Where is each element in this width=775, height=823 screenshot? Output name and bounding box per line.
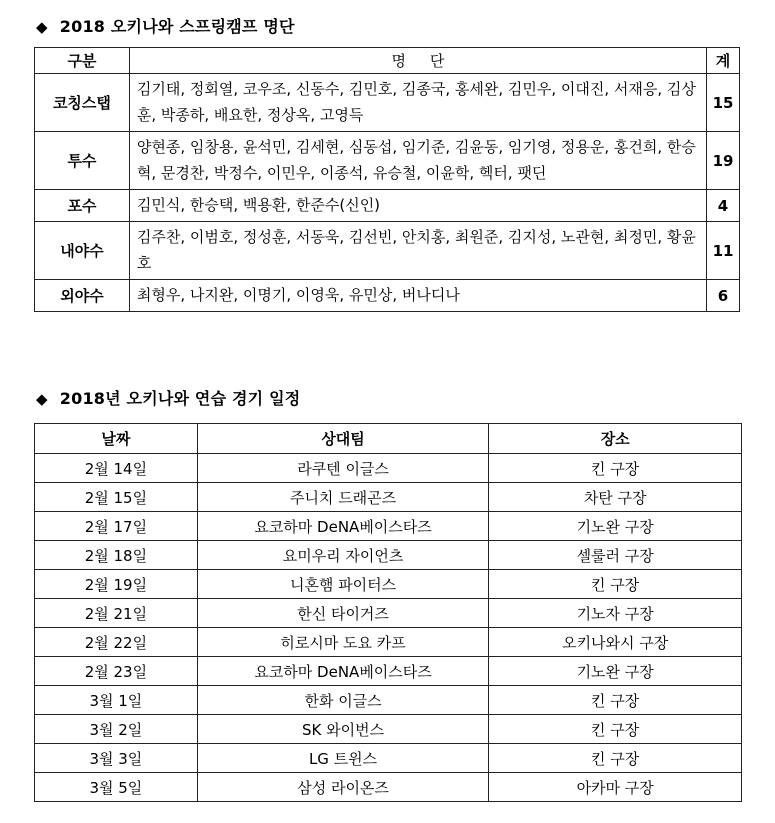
schedule-venue: 킨 구장 [489, 570, 742, 599]
schedule-date: 2월 14일 [35, 454, 198, 483]
roster-names: 양현종, 임창용, 윤석민, 김세현, 심동섭, 임기준, 김윤동, 임기영, 정용운, 홍건희, 한승혁, 문경찬, 박정수, 이민우, 이종석, 유승철, 이윤학, 헥터, 팻딘 [129, 132, 706, 190]
roster-category: 내야수 [35, 222, 130, 280]
schedule-row [35, 744, 742, 773]
roster-row-infielders [35, 222, 740, 280]
schedule-date: 2월 18일 [35, 541, 198, 570]
schedule-opponent: 히로시마 도요 카프 [197, 628, 489, 657]
header-opponent: 상대팀 [197, 424, 489, 454]
schedule-row [35, 715, 742, 744]
schedule-row [35, 599, 742, 628]
schedule-venue: 킨 구장 [489, 715, 742, 744]
roster-category: 포수 [35, 190, 130, 222]
schedule-date: 2월 15일 [35, 483, 198, 512]
diamond-bullet-icon: ◆ [36, 18, 48, 36]
schedule-row [35, 628, 742, 657]
schedule-opponent: 주니치 드래곤즈 [197, 483, 489, 512]
schedule-venue: 킨 구장 [489, 686, 742, 715]
roster-category: 외야수 [35, 280, 130, 312]
schedule-opponent: SK 와이번스 [197, 715, 489, 744]
schedule-venue: 오키나와시 구장 [489, 628, 742, 657]
schedule-opponent: 라쿠텐 이글스 [197, 454, 489, 483]
roster-category: 투수 [35, 132, 130, 190]
schedule-row [35, 454, 742, 483]
schedule-date: 2월 17일 [35, 512, 198, 541]
schedule-table [34, 423, 742, 802]
roster-row-pitchers [35, 132, 740, 190]
schedule-date: 2월 23일 [35, 657, 198, 686]
schedule-opponent: 요미우리 자이언츠 [197, 541, 489, 570]
roster-names: 최형우, 나지완, 이명기, 이영욱, 유민상, 버나디나 [129, 280, 706, 312]
roster-total: 15 [707, 74, 740, 132]
header-date: 날짜 [35, 424, 198, 454]
diamond-bullet-icon: ◆ [36, 390, 48, 408]
schedule-heading [36, 386, 300, 409]
schedule-row [35, 512, 742, 541]
schedule-opponent: LG 트윈스 [197, 744, 489, 773]
roster-row-coaching [35, 74, 740, 132]
schedule-body [35, 454, 742, 802]
schedule-venue: 기노완 구장 [489, 512, 742, 541]
roster-header-row [35, 48, 740, 74]
roster-category: 코칭스탭 [35, 74, 130, 132]
header-names: 명 단 [129, 48, 706, 74]
roster-table [34, 47, 740, 312]
schedule-title: 2018년 오키나와 연습 경기 일정 [59, 389, 301, 408]
roster-row-catchers [35, 190, 740, 222]
schedule-venue: 차탄 구장 [489, 483, 742, 512]
schedule-venue: 기노자 구장 [489, 599, 742, 628]
roster-names: 김민식, 한승택, 백용환, 한준수(신인) [129, 190, 706, 222]
schedule-opponent: 삼성 라이온즈 [197, 773, 489, 802]
roster-total: 4 [707, 190, 740, 222]
schedule-row [35, 483, 742, 512]
header-total: 계 [707, 48, 740, 74]
schedule-date: 3월 3일 [35, 744, 198, 773]
schedule-opponent: 요코하마 DeNA베이스타즈 [197, 657, 489, 686]
schedule-opponent: 한화 이글스 [197, 686, 489, 715]
schedule-venue: 셀룰러 구장 [489, 541, 742, 570]
schedule-opponent: 요코하마 DeNA베이스타즈 [197, 512, 489, 541]
schedule-row [35, 773, 742, 802]
roster-total: 19 [707, 132, 740, 190]
schedule-date: 2월 21일 [35, 599, 198, 628]
schedule-row [35, 541, 742, 570]
roster-total: 6 [707, 280, 740, 312]
roster-names: 김주찬, 이범호, 정성훈, 서동욱, 김선빈, 안치홍, 최원준, 김지성, 노관현, 최정민, 황윤호 [129, 222, 706, 280]
header-venue: 장소 [489, 424, 742, 454]
schedule-row [35, 686, 742, 715]
schedule-venue: 아카마 구장 [489, 773, 742, 802]
schedule-venue: 킨 구장 [489, 454, 742, 483]
roster-names: 김기태, 정회열, 코우조, 신동수, 김민호, 김종국, 홍세완, 김민우, 이대진, 서재응, 김상훈, 박종하, 배요한, 정상옥, 고영득 [129, 74, 706, 132]
schedule-opponent: 한신 타이거즈 [197, 599, 489, 628]
schedule-opponent: 니혼햄 파이터스 [197, 570, 489, 599]
schedule-venue: 기노완 구장 [489, 657, 742, 686]
schedule-row [35, 570, 742, 599]
schedule-date: 2월 22일 [35, 628, 198, 657]
schedule-venue: 킨 구장 [489, 744, 742, 773]
roster-total: 11 [707, 222, 740, 280]
schedule-date: 3월 5일 [35, 773, 198, 802]
roster-heading [36, 14, 295, 37]
schedule-header-row [35, 424, 742, 454]
roster-row-outfielders [35, 280, 740, 312]
roster-title: 2018 오키나와 스프링캠프 명단 [59, 17, 295, 36]
schedule-date: 3월 2일 [35, 715, 198, 744]
schedule-date: 2월 19일 [35, 570, 198, 599]
header-category: 구분 [35, 48, 130, 74]
schedule-date: 3월 1일 [35, 686, 198, 715]
schedule-row [35, 657, 742, 686]
